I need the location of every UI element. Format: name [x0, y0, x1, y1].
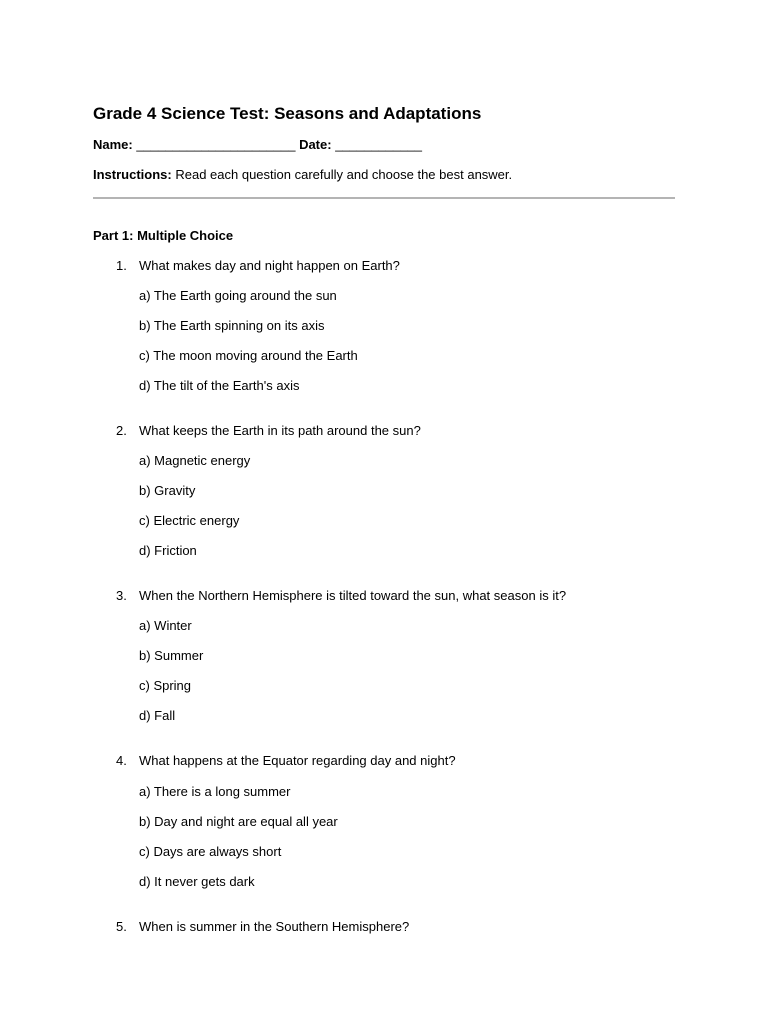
instructions-text: Read each question carefully and choose the best answer. [175, 167, 513, 182]
question-text: When is summer in the Southern Hemisphere? [139, 919, 410, 934]
answer-option: a) Winter [139, 618, 192, 633]
question-number: 2. [116, 423, 127, 438]
answer-option: d) It never gets dark [139, 874, 255, 889]
answer-option: d) Friction [139, 543, 197, 558]
question-number: 4. [116, 753, 127, 768]
answer-option: a) There is a long summer [139, 784, 291, 799]
answer-option: b) Summer [139, 648, 204, 663]
name-label: Name: [93, 137, 133, 152]
answer-option: c) Electric energy [139, 513, 240, 528]
answer-option: d) The tilt of the Earth's axis [139, 378, 300, 393]
name-date-line [93, 137, 422, 153]
answer-option: b) Day and night are equal all year [139, 814, 338, 829]
instructions [93, 167, 512, 183]
date-label: Date: [299, 137, 332, 152]
part-1-title: Part 1: Multiple Choice [93, 228, 234, 243]
answer-option: b) Gravity [139, 483, 196, 498]
question-number: 3. [116, 588, 127, 603]
answer-option: c) Days are always short [139, 844, 282, 859]
date-blank: ____________ [335, 137, 422, 152]
question-text: When the Northern Hemisphere is tilted toward the sun, what season is it? [139, 588, 567, 603]
question-text: What makes day and night happen on Earth? [139, 258, 400, 273]
question-number: 5. [116, 919, 127, 934]
answer-option: a) The Earth going around the sun [139, 288, 337, 303]
divider [93, 197, 675, 199]
question-number: 1. [116, 258, 127, 273]
answer-option: c) The moon moving around the Earth [139, 348, 358, 363]
answer-option: b) The Earth spinning on its axis [139, 318, 325, 333]
answer-option: c) Spring [139, 678, 192, 693]
answer-option: d) Fall [139, 708, 176, 723]
page-title: Grade 4 Science Test: Seasons and Adaptations [93, 104, 482, 123]
question-text: What keeps the Earth in its path around the sun? [139, 423, 421, 438]
name-blank: ______________________ [136, 137, 296, 152]
question-text: What happens at the Equator regarding day and night? [139, 753, 456, 768]
answer-option: a) Magnetic energy [139, 453, 251, 468]
instructions-label: Instructions: [93, 167, 172, 182]
